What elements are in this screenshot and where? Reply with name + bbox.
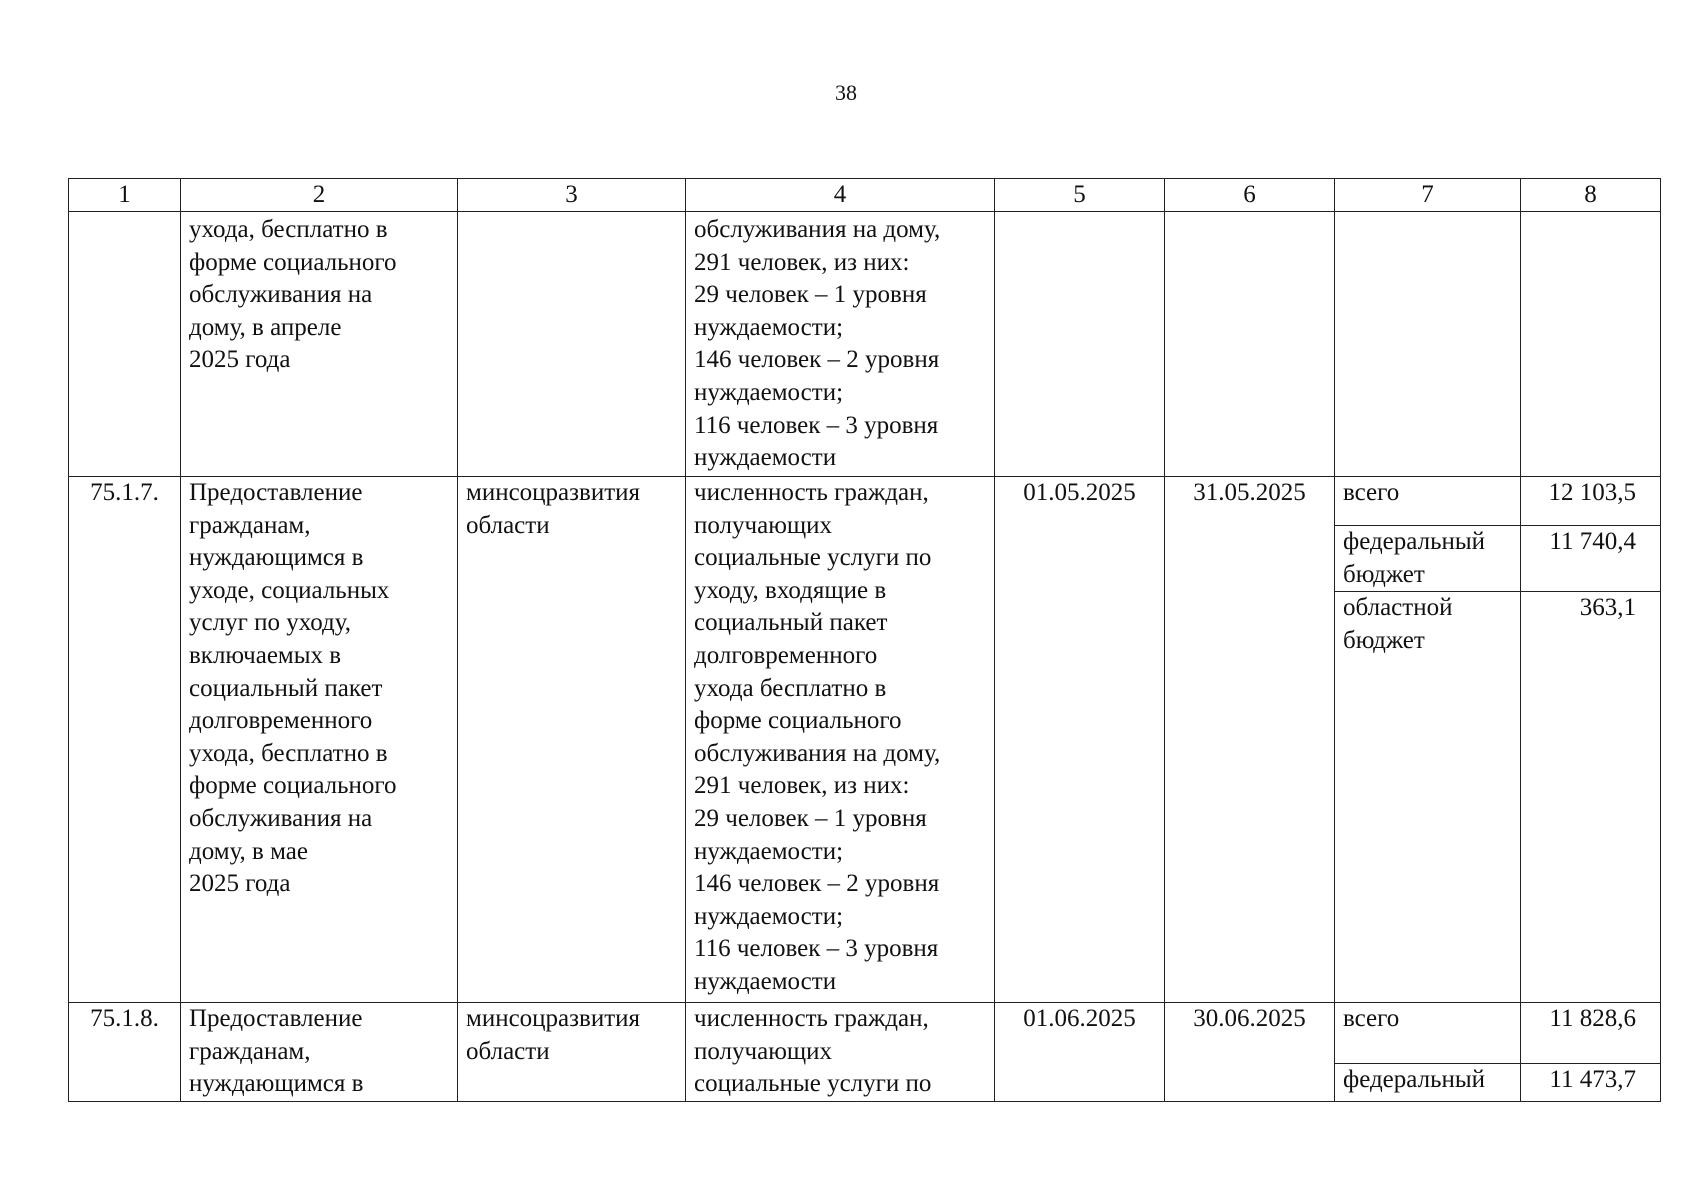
cell-fin-amount: 11 828,6 xyxy=(1521,1003,1661,1063)
cell-executor: минсоцразвития области xyxy=(458,477,686,1003)
cell-number: 75.1.7. xyxy=(69,477,181,1003)
column-number: 5 xyxy=(995,179,1165,212)
cell-fin-source: федеральный xyxy=(1335,1063,1521,1101)
cell-number: 75.1.8. xyxy=(69,1003,181,1102)
column-number: 1 xyxy=(69,179,181,212)
column-number-header-row xyxy=(69,179,1661,212)
cell-indicator: обслуживания на дому, 291 человек, из них: 29 человек – 1 уровня нуждаемости; 146 человек – 2 уровня нуждаемости; 116 человек – 3 уровня нуждаемости xyxy=(686,212,995,477)
program-table xyxy=(68,178,1661,1102)
cell-fin-amount: 12 103,5 xyxy=(1521,477,1661,526)
column-number: 7 xyxy=(1335,179,1521,212)
cell-start-date xyxy=(995,212,1165,477)
column-number: 8 xyxy=(1521,179,1661,212)
column-number: 3 xyxy=(458,179,686,212)
cell-start-date: 01.05.2025 xyxy=(995,477,1165,1003)
cell-number xyxy=(69,212,181,477)
table-row xyxy=(69,477,1661,526)
table-row-continued xyxy=(69,212,1661,477)
cell-fin-amount: 11 473,7 xyxy=(1521,1063,1661,1101)
cell-start-date: 01.06.2025 xyxy=(995,1003,1165,1102)
cell-fin-source: федеральный бюджет xyxy=(1335,526,1521,592)
cell-fin-source: всего xyxy=(1335,477,1521,526)
cell-event-name: Предоставление гражданам, нуждающимся в уходе, социальных услуг по уходу, включаемых в социальный пакет долговременного ухода, бесплатно в форме социального обслуживания на дому, в мае 2025 года xyxy=(181,477,458,1003)
cell-fin-source xyxy=(1335,212,1521,477)
cell-fin-source: областной бюджет xyxy=(1335,592,1521,1003)
cell-executor xyxy=(458,212,686,477)
cell-end-date: 30.06.2025 xyxy=(1165,1003,1335,1102)
cell-fin-amount xyxy=(1521,212,1661,477)
cell-fin-amount: 11 740,4 xyxy=(1521,526,1661,592)
column-number: 6 xyxy=(1165,179,1335,212)
table-row xyxy=(69,1003,1661,1063)
column-number: 4 xyxy=(686,179,995,212)
cell-fin-source: всего xyxy=(1335,1003,1521,1063)
cell-fin-amount: 363,1 xyxy=(1521,592,1661,1003)
cell-indicator: численность граждан, получающих социальные услуги по уходу, входящие в социальный пакет долговременного ухода бесплатно в форме социального обслуживания на дому, 291 человек, из них: 29 человек – 1 уровня нуждаемости; 146 человек – 2 уровня нуждаемости; 116 человек – 3 уровня нуждаемости xyxy=(686,477,995,1003)
cell-indicator: численность граждан, получающих социальные услуги по xyxy=(686,1003,995,1102)
page-number: 38 xyxy=(835,80,857,105)
cell-event-name: ухода, бесплатно в форме социального обслуживания на дому, в апреле 2025 года xyxy=(181,212,458,477)
cell-end-date: 31.05.2025 xyxy=(1165,477,1335,1003)
cell-event-name: Предоставление гражданам, нуждающимся в xyxy=(181,1003,458,1102)
column-number: 2 xyxy=(181,179,458,212)
cell-end-date xyxy=(1165,212,1335,477)
cell-executor: минсоцразвития области xyxy=(458,1003,686,1102)
